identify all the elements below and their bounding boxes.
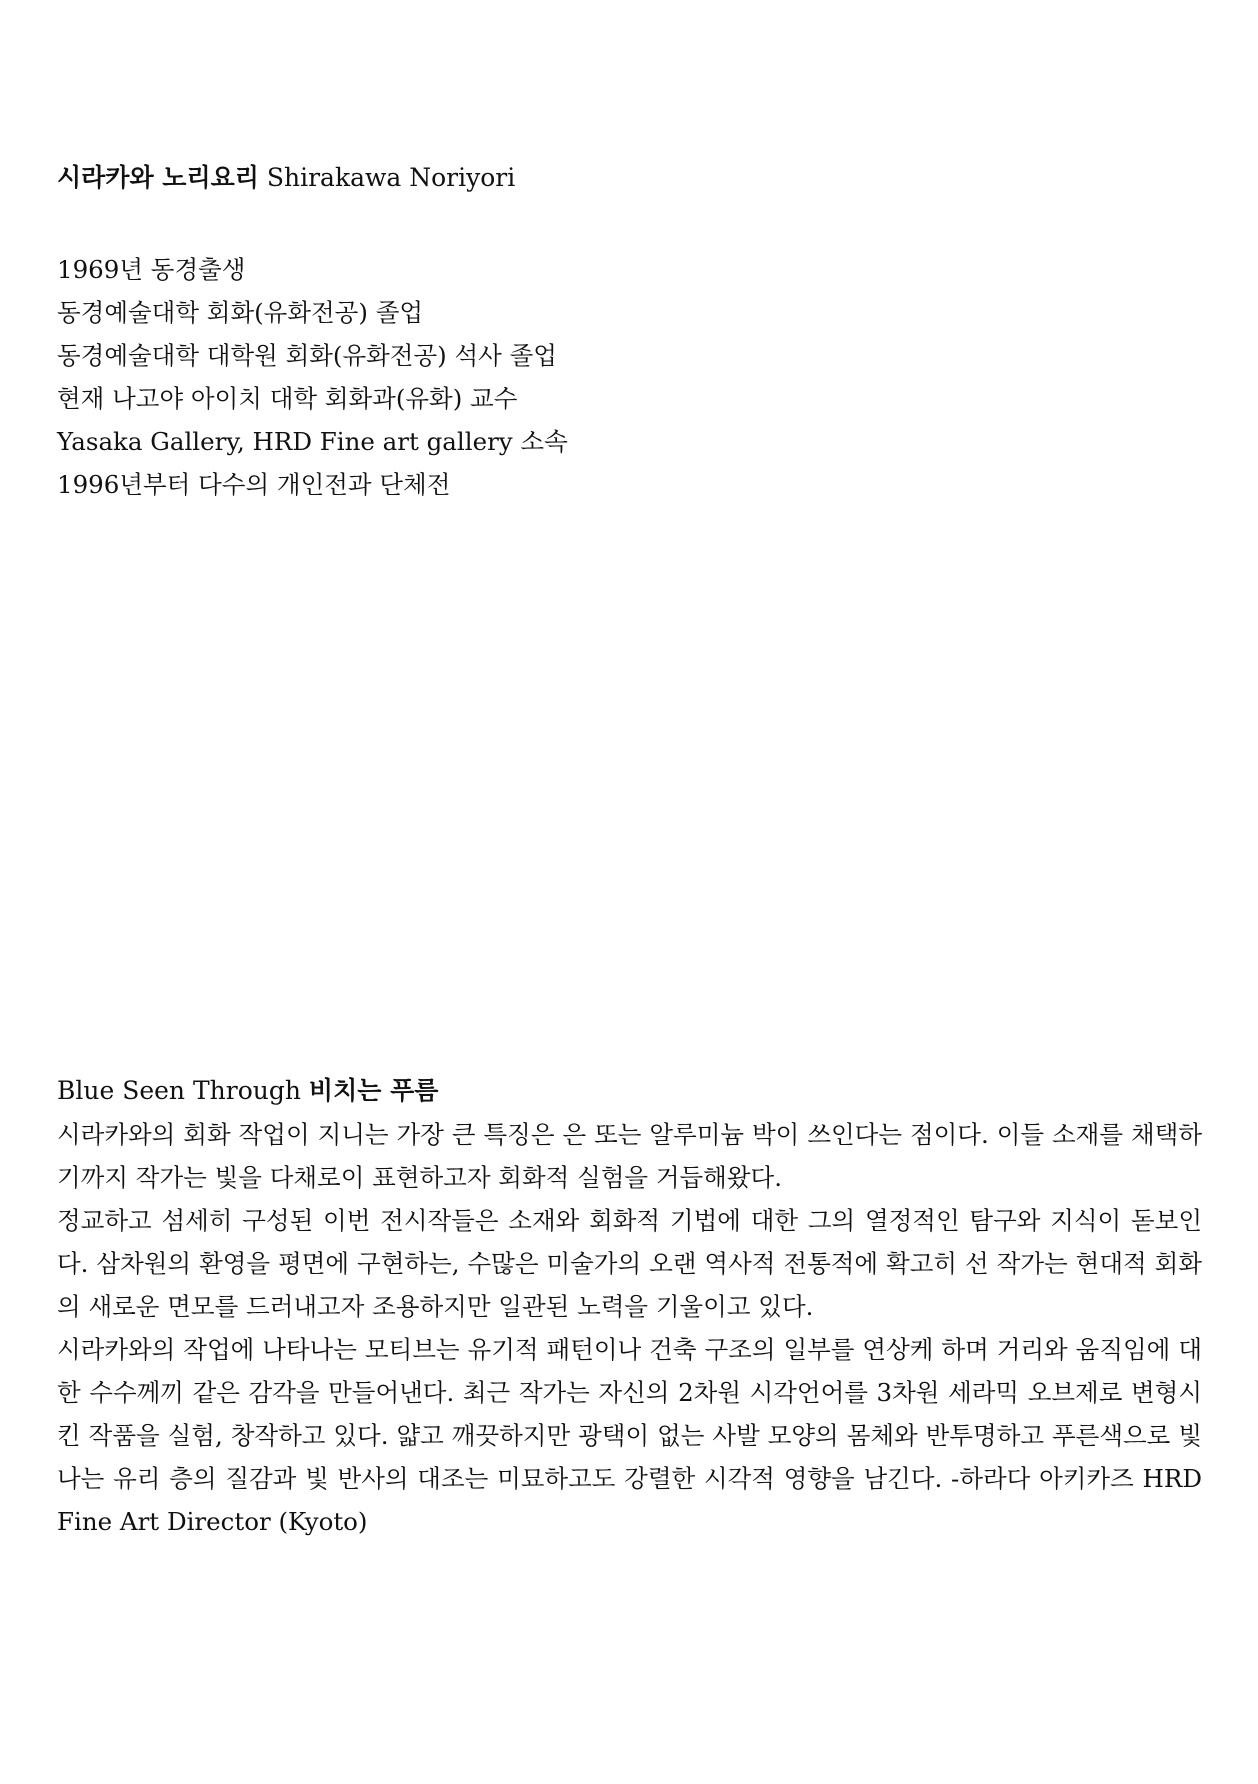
artist-biography: [57, 248, 568, 506]
essay-paragraph: 정교하고 섬세히 구성된 이번 전시작들은 소재와 회화적 기법에 대한 그의 열정적인 탐구와 지식이 돋보인다. 삼차원의 환영을 평면에 구현하는, 수많은 미술가의 오랜 역사적 전통적에 확고히 선 작가는 현대적 회화의 새로운 면모를 드러내고자 조용하지만 일관된 노력을 기울이고 있다.: [57, 1206, 1202, 1321]
exhibition-title-heading: [57, 1073, 438, 1109]
exhibition-essay: [57, 1113, 1202, 1543]
exhibition-title-english: Blue Seen Through: [57, 1076, 301, 1105]
artist-name-heading: [57, 160, 515, 196]
artist-name-english: Shirakawa Noriyori: [266, 163, 516, 192]
bio-line: 1969년 동경출생: [57, 255, 246, 284]
essay-paragraph: 시라카와의 회화 작업이 지니는 가장 큰 특징은 은 또는 알루미늄 박이 쓰인다는 점이다. 이들 소재를 채택하기까지 작가는 빛을 다채로이 표현하고자 회화적 실험을 거듭해왔다.: [57, 1120, 1202, 1192]
bio-line: 동경예술대학 회화(유화전공) 졸업: [57, 298, 424, 327]
bio-line: 현재 나고야 아이치 대학 회화과(유화) 교수: [57, 384, 518, 413]
exhibition-title-korean: 비치는 푸름: [308, 1076, 439, 1105]
bio-line: 동경예술대학 대학원 회화(유화전공) 석사 졸업: [57, 341, 557, 370]
bio-line: Yasaka Gallery, HRD Fine art gallery 소속: [57, 427, 568, 456]
artist-name-korean: 시라카와 노리요리: [57, 163, 259, 192]
bio-line: 1996년부터 다수의 개인전과 단체전: [57, 470, 451, 499]
essay-paragraph: 시라카와의 작업에 나타나는 모티브는 유기적 패턴이나 건축 구조의 일부를 연상케 하며 거리와 움직임에 대한 수수께끼 같은 감각을 만들어낸다. 최근 작가는 자신의 2차원 시각언어를 3차원 세라믹 오브제로 변형시킨 작품을 실험, 창작하고 있다. 얇고 깨끗하지만 광택이 없는 사발 모양의 몸체와 반투명하고 푸른색으로 빛나는 유리 층의 질감과 빛 반사의 대조는 미묘하고도 강렬한 시각적 영향을 남긴다. -하라다 아키카즈 HRD Fine Art Director (Kyoto): [57, 1335, 1202, 1536]
